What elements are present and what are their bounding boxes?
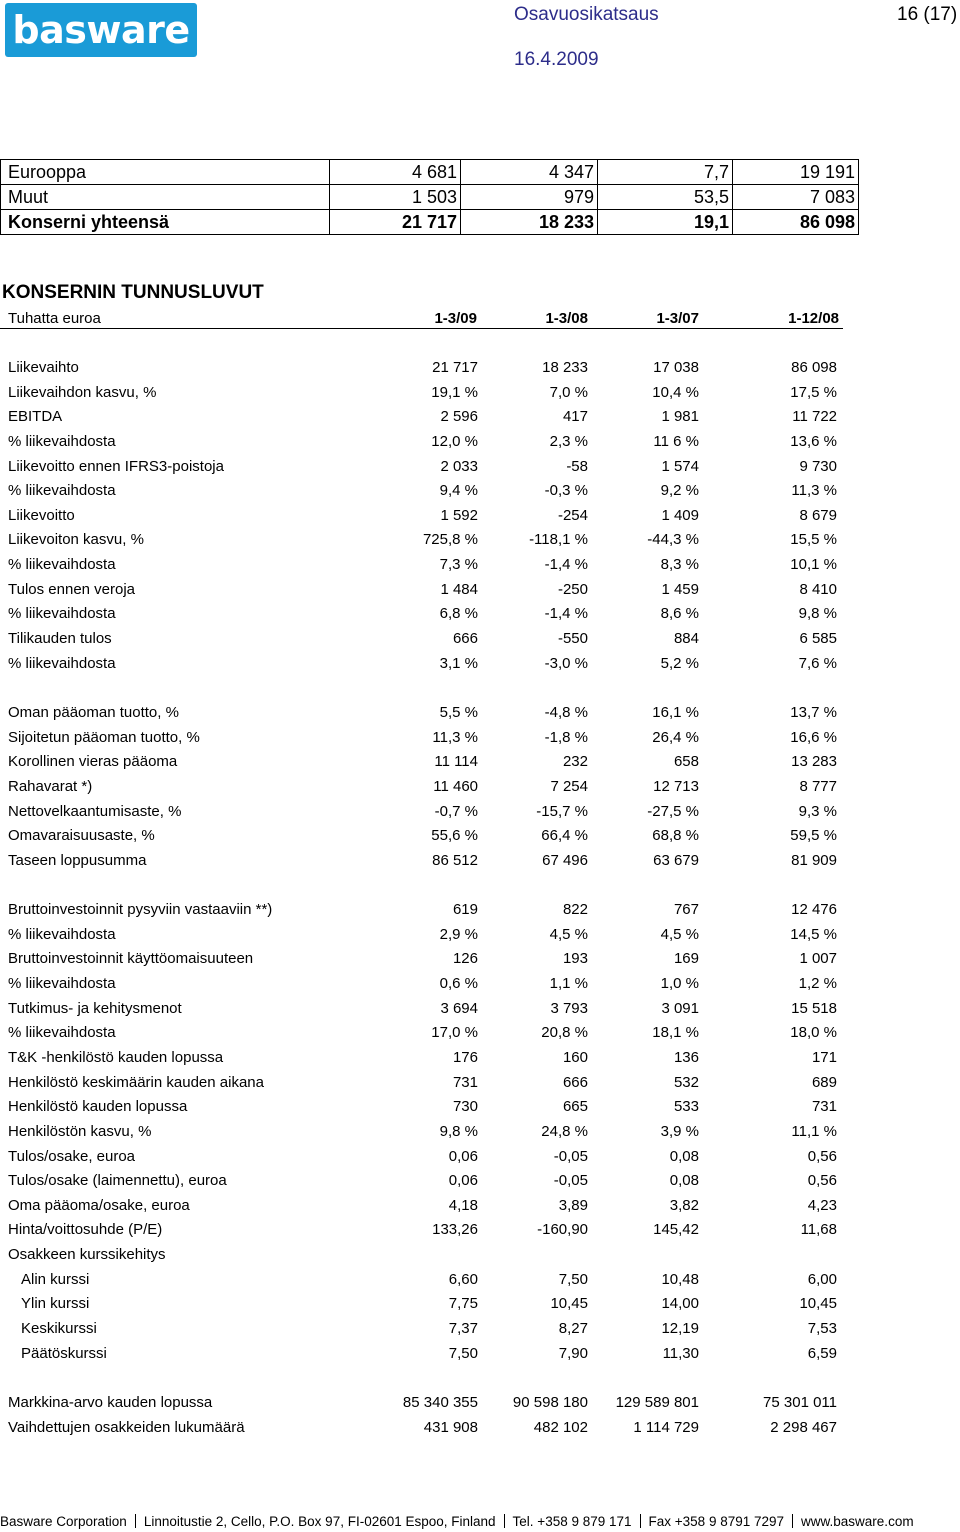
- cell-value: 6,00: [807, 1270, 837, 1288]
- cell-value: 11,3 %: [791, 482, 837, 500]
- cell-value: -4,8 %: [544, 703, 588, 721]
- table-row: [0, 849, 860, 874]
- cell: 4 347: [461, 160, 598, 185]
- cell-value: 822: [562, 901, 588, 919]
- row-spacer: [0, 1366, 860, 1391]
- cell-value: 0,08: [669, 1172, 699, 1190]
- cell-value: -250: [557, 580, 588, 598]
- row-label: Korollinen vieras pääoma: [8, 753, 178, 771]
- table-row: [0, 455, 860, 480]
- cell-value: 0,06: [448, 1172, 478, 1190]
- cell-value: -118,1 %: [529, 531, 588, 549]
- cell-value: 10,45: [550, 1295, 588, 1313]
- cell-value: 133,26: [432, 1221, 478, 1239]
- cell-value: 17 038: [653, 359, 699, 376]
- row-label: Hinta/voittosuhde (P/E): [8, 1221, 163, 1239]
- cell-value: 145,42: [653, 1221, 699, 1239]
- table-row: [0, 553, 860, 578]
- table-row: [0, 381, 860, 406]
- row-label: Oman pääoman tuotto, %: [8, 703, 179, 721]
- cell: 4 681: [330, 160, 461, 185]
- row-label: Osakkeen kurssikehitys: [8, 1246, 166, 1264]
- row-label: Nettovelkaantumisaste, %: [8, 802, 182, 820]
- cell-value: 11 722: [792, 408, 837, 426]
- cell-value: -0,7 %: [434, 802, 478, 820]
- row-label: Markkina-arvo kauden lopussa: [8, 1393, 213, 1411]
- cell-value: 482 102: [533, 1418, 588, 1436]
- cell-value: 14,00: [661, 1295, 699, 1313]
- cell-value: 17,5 %: [790, 383, 837, 401]
- cell-value: 24,8 %: [541, 1122, 588, 1140]
- cell-value: 3,89: [558, 1196, 588, 1214]
- table-row: [0, 578, 860, 603]
- cell-value: 1 592: [440, 506, 478, 524]
- table-row: [0, 775, 860, 800]
- row-label: Oma pääoma/osake, euroa: [8, 1196, 190, 1214]
- cell-value: 136: [673, 1048, 699, 1066]
- table-row: [0, 1194, 860, 1219]
- cell-value: 10,45: [799, 1295, 837, 1313]
- column-header: 1-3/08: [545, 310, 588, 327]
- table-row: [0, 1046, 860, 1071]
- cell-value: 9,8 %: [798, 605, 837, 623]
- cell-value: 3 793: [550, 999, 588, 1017]
- row-label: Alin kurssi: [21, 1270, 90, 1288]
- unit-label: Tuhatta euroa: [8, 310, 101, 327]
- cell-value: 3,9 %: [660, 1122, 699, 1140]
- row-label: Tulos/osake (laimennettu), euroa: [8, 1172, 227, 1190]
- cell-value: 11,3 %: [432, 728, 478, 746]
- cell-value: 658: [673, 753, 699, 771]
- cell-value: 67 496: [542, 851, 588, 869]
- cell-value: 666: [452, 630, 478, 648]
- cell-value: 8,3 %: [660, 556, 699, 574]
- table-row: [0, 1243, 860, 1268]
- cell-value: 26,4 %: [652, 728, 699, 746]
- cell-value: 2,9 %: [439, 925, 478, 943]
- row-label: Liikevaihdon kasvu, %: [8, 383, 157, 401]
- row-label: Henkilöstö kauden lopussa: [8, 1098, 188, 1116]
- cell: 21 717: [330, 210, 461, 235]
- cell-value: 14,5 %: [790, 925, 837, 943]
- region-revenue-table: [0, 159, 859, 235]
- cell-value: 884: [673, 630, 699, 648]
- cell-value: 7,50: [448, 1344, 478, 1362]
- cell-value: 7,50: [558, 1270, 588, 1288]
- table-row: [0, 1071, 860, 1096]
- cell-value: 0,6 %: [439, 975, 478, 993]
- row-label: Henkilöstö keskimäärin kauden aikana: [8, 1073, 264, 1091]
- cell: 86 098: [733, 210, 859, 235]
- cell-value: 16,1 %: [652, 703, 699, 721]
- cell-value: -1,4 %: [544, 556, 588, 574]
- table-row: [0, 1416, 860, 1441]
- footer-phone: Tel. +358 9 879 171: [512, 1514, 632, 1529]
- cell-value: 11,1 %: [791, 1122, 837, 1140]
- cell-value: 90 598 180: [512, 1393, 588, 1411]
- cell-value: 731: [452, 1073, 478, 1091]
- cell: 18 233: [461, 210, 598, 235]
- row-label: % liikevaihdosta: [8, 432, 116, 450]
- cell-value: 15 518: [791, 999, 837, 1017]
- cell-value: 730: [452, 1098, 478, 1116]
- row-label: Taseen loppusumma: [8, 851, 147, 869]
- cell: 19 191: [733, 160, 859, 185]
- cell-value: 3 694: [440, 999, 478, 1017]
- cell-value: 176: [452, 1048, 478, 1066]
- table-row: [0, 430, 860, 455]
- table-row: [1, 185, 859, 210]
- table-row: [0, 627, 860, 652]
- footer-fax: Fax +358 9 8791 7297: [648, 1514, 785, 1529]
- row-label: % liikevaihdosta: [8, 605, 116, 623]
- cell-value: 431 908: [423, 1418, 478, 1436]
- cell-value: 2 298 467: [770, 1418, 837, 1436]
- row-label: Keskikurssi: [21, 1319, 97, 1337]
- cell-value: -254: [557, 506, 588, 524]
- key-figures-rows: [0, 356, 860, 1440]
- cell-value: 86 512: [432, 851, 478, 869]
- table-row: [0, 800, 860, 825]
- cell-value: 7,0 %: [549, 383, 588, 401]
- row-label: Päätöskurssi: [21, 1344, 107, 1362]
- footer: [0, 1514, 960, 1529]
- cell-value: 13 283: [791, 753, 837, 771]
- cell-value: 1,0 %: [660, 975, 699, 993]
- row-label: EBITDA: [8, 408, 63, 426]
- row-label: T&K -henkilöstö kauden lopussa: [8, 1048, 224, 1066]
- cell-value: 160: [562, 1048, 588, 1066]
- cell-value: 1 574: [661, 457, 699, 475]
- cell-value: 9,4 %: [439, 482, 478, 500]
- cell-value: -15,7 %: [536, 802, 588, 820]
- cell-value: 6,60: [448, 1270, 478, 1288]
- table-row: [0, 602, 860, 627]
- table-row: [0, 528, 860, 553]
- cell-value: 232: [562, 753, 588, 771]
- cell-value: 7,53: [807, 1319, 837, 1337]
- cell: 7,7: [598, 160, 733, 185]
- row-spacer: [0, 873, 860, 898]
- table-row: [0, 652, 860, 677]
- table-row: [0, 898, 860, 923]
- table-row: [0, 701, 860, 726]
- cell-value: 12,19: [661, 1319, 699, 1337]
- table-row: [0, 750, 860, 775]
- row-label: Henkilöstön kasvu, %: [8, 1122, 152, 1140]
- table-row: [0, 479, 860, 504]
- cell-value: 5,5 %: [439, 703, 478, 721]
- cell-value: 3 091: [661, 999, 699, 1017]
- row-label: Konserni yhteensä: [1, 210, 330, 235]
- cell-value: 1 981: [661, 408, 699, 426]
- footer-address: Linnoitustie 2, Cello, P.O. Box 97, FI-02601 Espoo, Finland: [143, 1514, 496, 1529]
- cell-value: 7 254: [550, 777, 588, 795]
- cell-value: 7,3 %: [439, 556, 478, 574]
- row-label: Vaihdettujen osakkeiden lukumäärä: [8, 1418, 245, 1436]
- table-row: [0, 1292, 860, 1317]
- cell-value: 2 596: [440, 408, 478, 426]
- cell-value: 4,5 %: [549, 925, 588, 943]
- cell-value: -27,5 %: [647, 802, 699, 820]
- cell-value: 68,8 %: [652, 827, 699, 845]
- table-row: [0, 997, 860, 1022]
- column-header: 1-3/07: [656, 310, 699, 327]
- cell-value: 2 033: [440, 457, 478, 475]
- cell-value: 75 301 011: [763, 1393, 837, 1411]
- table-row: [0, 504, 860, 529]
- cell-value: 8 410: [799, 580, 837, 598]
- cell-value: 169: [673, 950, 699, 968]
- cell-value: 8,6 %: [660, 605, 699, 623]
- cell-value: 7,6 %: [798, 654, 837, 672]
- cell-value: 7,37: [448, 1319, 478, 1337]
- row-label: Muut: [1, 185, 330, 210]
- cell-value: 59,5 %: [790, 827, 837, 845]
- cell-value: 12 713: [653, 777, 699, 795]
- cell-value: 1 114 729: [633, 1418, 699, 1436]
- cell-value: 66,4 %: [541, 827, 588, 845]
- cell-value: 666: [562, 1073, 588, 1091]
- cell-value: 4,18: [448, 1196, 478, 1214]
- cell-value: 129 589 801: [615, 1393, 699, 1411]
- cell: 979: [461, 185, 598, 210]
- table-row: [0, 1342, 860, 1367]
- cell-value: 18,1 %: [652, 1024, 699, 1042]
- cell-value: 5,2 %: [660, 654, 699, 672]
- cell-value: 1 007: [799, 950, 837, 968]
- cell-value: 8 777: [799, 777, 837, 795]
- table-row: [0, 972, 860, 997]
- row-label: Liikevoitto: [8, 506, 75, 524]
- cell-value: 15,5 %: [790, 531, 837, 549]
- cell-value: 9,2 %: [660, 482, 699, 500]
- cell-value: 10,4 %: [652, 383, 699, 401]
- cell-value: 9,3 %: [798, 802, 837, 820]
- table-row: [0, 1317, 860, 1342]
- cell-value: 81 909: [791, 851, 837, 869]
- cell-value: 55,6 %: [431, 827, 478, 845]
- row-label: Tilikauden tulos: [8, 630, 112, 648]
- row-label: Rahavarat *): [8, 777, 93, 795]
- row-label: % liikevaihdosta: [8, 975, 116, 993]
- row-label: Tutkimus- ja kehitysmenot: [8, 999, 182, 1017]
- cell-value: 12,0 %: [431, 432, 478, 450]
- cell-value: 0,56: [807, 1147, 837, 1165]
- row-label: % liikevaihdosta: [8, 925, 116, 943]
- cell-value: -550: [557, 630, 588, 648]
- cell-value: 10,1 %: [790, 556, 837, 574]
- cell-value: -0,05: [553, 1172, 588, 1190]
- cell: 7 083: [733, 185, 859, 210]
- table-row: [0, 1218, 860, 1243]
- row-label: Sijoitetun pääoman tuotto, %: [8, 728, 200, 746]
- cell-value: 11 114: [434, 753, 478, 771]
- cell-value: 16,6 %: [790, 728, 837, 746]
- cell-value: 17,0 %: [431, 1024, 478, 1042]
- cell-value: 19,1 %: [431, 383, 478, 401]
- row-label: Tulos/osake, euroa: [8, 1147, 136, 1165]
- footer-company: Basware Corporation: [0, 1514, 127, 1529]
- key-figures-header: [0, 307, 843, 329]
- cell-value: 12 476: [791, 901, 837, 919]
- cell-value: -58: [566, 457, 588, 475]
- document-date: 16.4.2009: [514, 49, 599, 70]
- cell-value: 533: [673, 1098, 699, 1116]
- column-header: 1-12/08: [788, 310, 839, 327]
- cell-value: 8,27: [558, 1319, 588, 1337]
- table-row: [0, 1268, 860, 1293]
- table-row: [0, 1021, 860, 1046]
- cell-value: 1 459: [661, 580, 699, 598]
- cell: 53,5: [598, 185, 733, 210]
- row-label: Bruttoinvestoinnit pysyviin vastaaviin **): [8, 901, 273, 919]
- cell-value: 4,5 %: [660, 925, 699, 943]
- table-row: [0, 824, 860, 849]
- cell-value: 11,30: [662, 1344, 699, 1362]
- logo-text: basware: [12, 8, 190, 52]
- table-row: [0, 1145, 860, 1170]
- column-header: 1-3/09: [434, 310, 477, 327]
- row-label: % liikevaihdosta: [8, 654, 116, 672]
- cell-value: -44,3 %: [647, 531, 699, 549]
- cell-value: 171: [811, 1048, 837, 1066]
- cell-value: -3,0 %: [544, 654, 588, 672]
- row-label: % liikevaihdosta: [8, 482, 116, 500]
- cell-value: 689: [811, 1073, 837, 1091]
- cell-value: 1 409: [661, 506, 699, 524]
- cell-value: 7,90: [558, 1344, 588, 1362]
- row-label: % liikevaihdosta: [8, 556, 116, 574]
- cell-value: 18,0 %: [790, 1024, 837, 1042]
- row-label: Ylin kurssi: [21, 1295, 90, 1313]
- cell-value: 4,23: [807, 1196, 837, 1214]
- row-label: Liikevoitto ennen IFRS3-poistoja: [8, 457, 224, 475]
- cell-value: 11 6 %: [653, 432, 699, 450]
- cell-value: 21 717: [432, 359, 478, 376]
- row-label: Bruttoinvestoinnit käyttöomaisuuteen: [8, 950, 254, 968]
- table-row-total: [1, 210, 859, 235]
- cell-value: -160,90: [537, 1221, 588, 1239]
- table-row: [1, 160, 859, 185]
- cell-value: 0,06: [448, 1147, 478, 1165]
- page-number: 16 (17): [897, 4, 958, 25]
- table-row: [0, 726, 860, 751]
- table-row: [0, 1120, 860, 1145]
- cell-value: 8 679: [799, 506, 837, 524]
- cell-value: 6 585: [799, 630, 837, 648]
- cell-value: 1 484: [440, 580, 478, 598]
- cell-value: 532: [673, 1073, 699, 1091]
- cell-value: 417: [562, 408, 588, 426]
- row-spacer: [0, 676, 860, 701]
- table-row: [0, 1095, 860, 1120]
- cell-value: 767: [673, 901, 699, 919]
- row-label: Liikevoiton kasvu, %: [8, 531, 144, 549]
- cell-value: -0,3 %: [544, 482, 588, 500]
- cell-value: 7,75: [448, 1295, 478, 1313]
- cell-value: 6,59: [807, 1344, 837, 1362]
- footer-website: www.basware.com: [801, 1514, 914, 1529]
- cell-value: 85 340 355: [402, 1393, 478, 1411]
- cell: 1 503: [330, 185, 461, 210]
- row-label: Liikevaihto: [8, 359, 79, 376]
- document-title: Osavuosikatsaus: [514, 4, 659, 25]
- cell-value: 3,1 %: [439, 654, 478, 672]
- cell-value: 9,8 %: [439, 1122, 478, 1140]
- table-row: [0, 356, 860, 381]
- cell-value: 9 730: [799, 457, 837, 475]
- cell-value: 0,56: [807, 1172, 837, 1190]
- table-row: [0, 1169, 860, 1194]
- cell-value: 731: [811, 1098, 837, 1116]
- cell-value: 1,2 %: [798, 975, 837, 993]
- cell-value: 2,3 %: [549, 432, 588, 450]
- row-label: Eurooppa: [1, 160, 330, 185]
- basware-logo: [5, 3, 197, 57]
- cell-value: 13,6 %: [790, 432, 837, 450]
- cell-value: 11 460: [433, 777, 478, 795]
- cell-value: 18 233: [542, 359, 588, 376]
- cell-value: -1,8 %: [544, 728, 588, 746]
- cell-value: 665: [562, 1098, 588, 1116]
- cell-value: 619: [452, 901, 478, 919]
- cell-value: 193: [562, 950, 588, 968]
- row-label: Omavaraisuusaste, %: [8, 827, 155, 845]
- cell-value: 6,8 %: [439, 605, 478, 623]
- cell-value: 0,08: [669, 1147, 699, 1165]
- cell-value: 725,8 %: [422, 531, 478, 549]
- cell-value: 10,48: [661, 1270, 699, 1288]
- section-title: KONSERNIN TUNNUSLUVUT: [2, 282, 264, 303]
- cell-value: 86 098: [791, 359, 837, 376]
- table-row: [0, 947, 860, 972]
- row-label: Tulos ennen veroja: [8, 580, 136, 598]
- cell-value: 11,68: [800, 1221, 837, 1239]
- cell: 19,1: [598, 210, 733, 235]
- cell-value: 3,82: [669, 1196, 699, 1214]
- cell-value: 63 679: [653, 851, 699, 869]
- cell-value: -1,4 %: [544, 605, 588, 623]
- table-row: [0, 1391, 860, 1416]
- table-row: [0, 923, 860, 948]
- cell-value: 13,7 %: [790, 703, 837, 721]
- cell-value: -0,05: [553, 1147, 588, 1165]
- cell-value: 1,1 %: [549, 975, 588, 993]
- cell-value: 20,8 %: [541, 1024, 588, 1042]
- row-label: % liikevaihdosta: [8, 1024, 116, 1042]
- table-row: [0, 405, 860, 430]
- cell-value: 126: [452, 950, 478, 968]
